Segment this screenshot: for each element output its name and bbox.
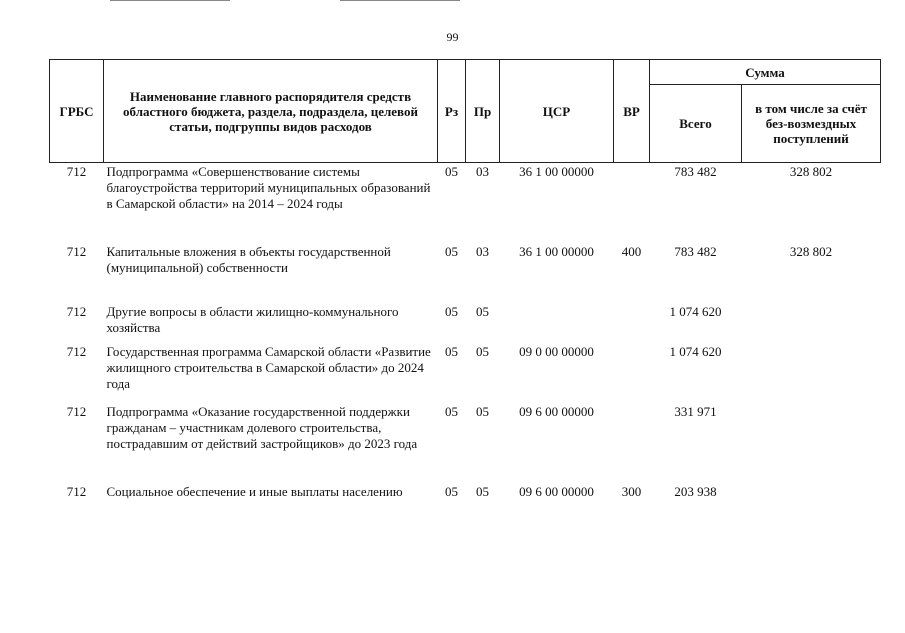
header-name: Наименование главного распорядителя средств областного бюджета, раздела, подраздела, целевой статьи, подгруппы видов расходов bbox=[104, 60, 438, 163]
cell-free bbox=[742, 303, 881, 343]
cell-name: Социальное обеспечение и иные выплаты населению bbox=[106, 483, 403, 499]
cell-csr bbox=[500, 303, 614, 343]
header-sum: Сумма bbox=[650, 60, 881, 85]
table-row bbox=[50, 303, 881, 343]
cell-pr: 03 bbox=[476, 164, 489, 179]
cell-total: 783 482 bbox=[674, 164, 717, 179]
cell-name: Капитальные вложения в объекты государственной (муниципальной) собственности bbox=[106, 243, 391, 275]
cell-total: 1 074 620 bbox=[669, 343, 722, 359]
table-row bbox=[50, 483, 881, 523]
cell-pr: 05 bbox=[476, 483, 489, 499]
top-rule-left bbox=[110, 0, 230, 1]
cell-pr: 05 bbox=[476, 303, 489, 319]
cell-grbs: 712 bbox=[66, 343, 87, 359]
cell-rz: 05 bbox=[445, 403, 458, 419]
cell-free bbox=[742, 483, 881, 523]
cell-free bbox=[742, 403, 881, 483]
header-rz: Рз bbox=[438, 60, 466, 163]
table-body bbox=[50, 163, 881, 523]
cell-grbs: 712 bbox=[66, 303, 87, 319]
cell-vr: 300 bbox=[621, 483, 642, 499]
cell-name: Другие вопросы в области жилищно-коммунального хозяйства bbox=[106, 303, 399, 335]
top-rule-right bbox=[340, 0, 460, 1]
cell-total: 1 074 620 bbox=[669, 303, 722, 319]
page-number: 99 bbox=[446, 30, 459, 44]
cell-csr: 36 1 00 00000 bbox=[519, 243, 594, 259]
cell-rz: 05 bbox=[445, 164, 458, 179]
table-row bbox=[50, 343, 881, 403]
cell-vr: 400 bbox=[621, 243, 642, 259]
budget-table bbox=[49, 59, 881, 523]
cell-free bbox=[742, 343, 881, 403]
cell-csr: 09 0 00 00000 bbox=[519, 343, 594, 359]
cell-name: Подпрограмма «Совершенствование системы благоустройства территорий муниципальных образований в Самарской области» на 2014 – 2024 годы bbox=[106, 164, 431, 211]
cell-csr: 09 6 00 00000 bbox=[519, 483, 594, 499]
cell-rz: 05 bbox=[445, 343, 458, 359]
cell-rz: 05 bbox=[445, 303, 458, 319]
cell-vr bbox=[614, 303, 650, 343]
table-row bbox=[50, 163, 881, 243]
cell-pr: 05 bbox=[476, 343, 489, 359]
cell-name: Государственная программа Самарской области «Развитие жилищного строительства в Самарской области» до 2024 года bbox=[106, 343, 431, 391]
cell-total: 783 482 bbox=[674, 243, 717, 259]
cell-rz: 05 bbox=[445, 483, 458, 499]
cell-free: 328 802 bbox=[789, 164, 833, 179]
cell-pr: 03 bbox=[476, 243, 489, 259]
cell-csr: 09 6 00 00000 bbox=[519, 403, 594, 419]
cell-grbs: 712 bbox=[66, 403, 87, 419]
header-csr: ЦСР bbox=[500, 60, 614, 163]
header-pr: Пр bbox=[466, 60, 500, 163]
cell-pr: 05 bbox=[476, 403, 489, 419]
table-header bbox=[50, 60, 881, 163]
table-row bbox=[50, 403, 881, 483]
cell-free: 328 802 bbox=[789, 243, 833, 259]
cell-total: 331 971 bbox=[674, 403, 717, 419]
cell-rz: 05 bbox=[445, 243, 458, 259]
header-vr: ВР bbox=[614, 60, 650, 163]
cell-vr bbox=[614, 343, 650, 403]
header-total: Всего bbox=[650, 85, 742, 163]
table-row bbox=[50, 243, 881, 303]
cell-grbs: 712 bbox=[66, 243, 87, 259]
cell-total: 203 938 bbox=[674, 483, 717, 499]
cell-grbs: 712 bbox=[66, 483, 87, 499]
cell-vr bbox=[614, 163, 650, 243]
cell-csr: 36 1 00 00000 bbox=[519, 164, 594, 179]
cell-grbs: 712 bbox=[66, 164, 87, 179]
cell-name: Подпрограмма «Оказание государственной поддержки гражданам – участникам долевого строительства, пострадавшим от действий застройщиков» до 2023 года bbox=[106, 403, 418, 451]
cell-vr bbox=[614, 403, 650, 483]
header-free: в том числе за счёт без-возмездных поступлений bbox=[742, 85, 881, 163]
header-grbs: ГРБС bbox=[50, 60, 104, 163]
